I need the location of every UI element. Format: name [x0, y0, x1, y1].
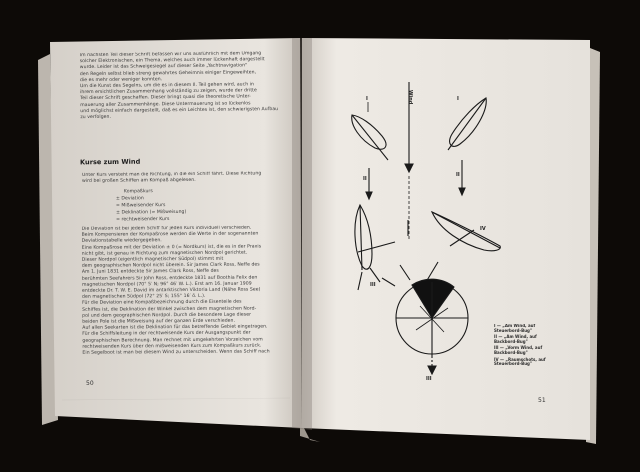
text-line: Teil dieser Schrift geschaffen. Dieser bringt quasi die theoretische Unter- [80, 94, 251, 102]
legend-item: II — „Am Wind, auf Backbord-Bug" [494, 334, 537, 344]
text-line: Beim Kompensieren der Kompaßrose werden die Werte in der sogenannten [81, 231, 259, 238]
text-line: Dieser Nordpol (eigentlich magnetischer Südpol) stimmt mit [81, 256, 224, 263]
text-line: dem geographischen Nordpol nicht überein. Sir James Clark Ross, Neffe des [81, 262, 260, 269]
text-line: die es mehr oder weniger konnten. [79, 77, 163, 83]
text-line: den Regeln selbst blieb streng gewahrtes Geheimnis einiger Eingeweihten, [79, 69, 257, 77]
text-line: wird bei großen Schiffen am Kompaß abgelesen. [82, 178, 196, 185]
roman-label: II [456, 172, 460, 178]
wind-label: Wind [407, 90, 413, 105]
formula-line: = rechtweisender Kurs [116, 217, 170, 223]
text-line: und möglichst einfach dargestellt, daß es ein Leichtes ist, den schwierigsten Aufbau [80, 106, 279, 114]
text-line: zu verfolgen. [80, 114, 112, 121]
formula-line: = Mißweisender Kurs [115, 203, 166, 209]
text-line: Eine Kompaßrose mit der Deviation ± 0 (= Nordkurs) ist, die es in der Praxis [81, 244, 262, 251]
text-line: Ein Segelboot ist man bei diesem Wind zu unterscheiden. Wenn das Schiff nach [82, 349, 270, 356]
text-line: beiden Pole ist die Mißweisung auf der ganzen Erde verschieden. [82, 318, 236, 325]
text-line: ihrem ersichtlichen Zusammenhang vollständig zu zeigen, wurde der dritte [80, 88, 257, 96]
text-line: Unter Kurs versteht man die Richtung, in die ein Schiff fährt. Diese Richtung [81, 171, 262, 178]
roman-label: II [363, 176, 367, 182]
text-line: Für die Schiffsleitung in der rechtweisende Kurs der Ausgangspunkt der [82, 331, 251, 338]
left-paragraph-1 [80, 51, 295, 121]
text-line: Im nächsten Teil dieser Schrift befassen wir uns ausführlich mit dem Umgang [79, 51, 262, 59]
text-line: Auf allen Seekarten ist die Deklination für das betreffende Gebiet eingetragen. [82, 324, 268, 331]
text-line: berühmten Seefahrers Sir John Ross, entdeckte 1831 auf Boothia Felix den [81, 275, 258, 282]
roman-label: III [370, 282, 376, 288]
roman-label: IV [480, 226, 486, 232]
text-line: den magnetischen Südpol (72° 25′ S; 155° 16′ ö. L.). [82, 294, 206, 300]
legend-item: III — „Vorm Wind, auf Backbord-Bug" [494, 345, 543, 355]
text-line: pol und dem geographischen Nordpol. Durch die besondere Lage dieser [82, 312, 252, 319]
text-line: Deviationstabelle wiedergegeben. [81, 238, 162, 245]
text-line: Schiffes ist, die Deklination der Winkel zwischen dem magnetischen Nord- [82, 306, 257, 313]
right-page [302, 38, 590, 440]
text-line: nicht gibt, ist genau in Richtung zum magnetischen Nordpol gerichtet. [81, 250, 248, 257]
left-page-number: 50 [86, 380, 94, 387]
diagram-legend [494, 324, 554, 367]
text-line: Am 1. Juni 1831 entdeckte Sir James Clark Ross, Neffe des [81, 269, 219, 276]
legend-item: I — „Am Wind, auf Steuerbord-Bug" [494, 324, 536, 333]
text-line: solcher Elektronischen, ein Thema, welches auch immer lückenhaft dargestellt [79, 57, 265, 65]
roman-label: I [457, 96, 459, 102]
left-paragraph-2 [82, 171, 294, 185]
text-line: wurde. Leider ist das Schweigesiegel auf dieser Seite „Yachtnavigation" [79, 63, 248, 71]
formula-line: Kompaßkurs [123, 189, 153, 195]
roman-label: I [366, 96, 368, 102]
text-line: entdeckte Dr. T. W. E. David im antarktischen Viktoria Land (Nähe Ross See) [81, 287, 261, 294]
right-page-number: 51 [538, 397, 546, 404]
text-line: Die Deviation ist bei jedem Schiff für jeden Kurs individuell verschieden. [81, 225, 252, 232]
text-line: magnetischen Nordpol (70° 5′ N; 96° 46′ W. L.). Erst am 16. Januar 1909 [81, 281, 252, 288]
text-line: geographischen Berechnung. Man rechnet mit umgekehrten Vorzeichen vom [82, 337, 263, 344]
text-line: rechtweisenden Kurs über den mißweisenden Kurs zum Kompaßkurs zurück. [82, 343, 262, 350]
left-paragraph-3 [82, 225, 297, 357]
text-line: mauerung aller Zusammenhänge. Diese Untermauerung ist so lückenlos [80, 100, 251, 108]
formula-line: ± Deviation [115, 196, 144, 202]
text-line: Um die Kunst des Segelns, um die es in diesem II. Teil gehen wird, auch in [79, 82, 255, 90]
legend-item: IV — „Raumschots, auf Steuerbord-Bug" [494, 356, 546, 367]
roman-label: III [426, 376, 432, 382]
course-formula [116, 188, 226, 224]
formula-line: ± Deklination (= Mißweisung) [116, 209, 187, 216]
text-line: Für die Deviation eine Kompaßbezeichnung durch die Eisenteile des [82, 300, 242, 307]
section-heading: Kurse zum Wind [79, 157, 141, 167]
